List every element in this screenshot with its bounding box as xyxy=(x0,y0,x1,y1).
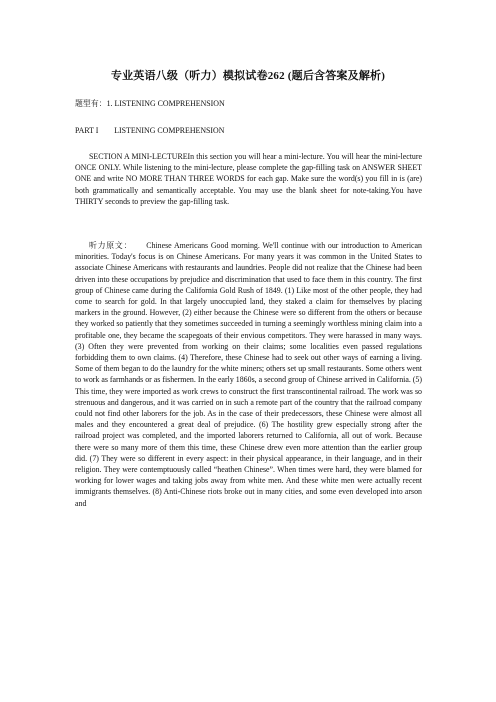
transcript-text: Chinese Americans Good morning. We'll continue with our introduction to American minorities. Today's focus is on Chinese Americans. For many years it was common in the United States to associate Chinese Americans with restaurants and laundries. People did not realize that the Chinese had been driven into these occupations by prejudice and discrimination that used to face them in this country. The first group of Chinese came during the California Gold Rush of 1849. (1) Like most of the other people, they had come to search for gold. In that largely unoccupied land, they staked a claim for themselves by placing markers in the ground. However, (2) either because the Chinese were so different from the others or because they worked so patiently that they sometimes succeeded in turning a seemingly worthless mining claim into a profitable one, they became the scapegoats of their envious competitors. They were harassed in many ways. (3) Often they were prevented from working on their claims; some localities even passed regulations forbidding them to own claims. (4) Therefore, these Chinese had to seek out other ways of earning a living. Some of them began to do the laundry for the white miners; others set up small restaurants. Some others went to work as farmhands or as fishermen. In the early 1860s, a second group of Chinese arrived in California. (5) This time, they were imported as work crews to construct the first transcontinental railroad. The work was so strenuous and dangerous, and it was carried on in such a remote part of the country that the railroad company could not find other laborers for the job. As in the case of their predecessors, these Chinese were almost all males and they encountered a great deal of prejudice. (6) The hostility grew especially strong after the railroad project was completed, and the imported laborers returned to California, all out of work. Because there were so many more of them this time, these Chinese drew even more attention than the earlier group did. (7) They were so different in every aspect: in their physical appearance, in their language, and in their religion. They were contemptuously called “heathen Chinese”. When times were hard, they were blamed for working for lower wages and taking jobs away from white men. And these white men were actually recent immigrants themselves. (8) Anti-Chinese riots broke out in many cities, and some even developed into arson and xyxy=(75,241,422,508)
question-type-line: 题型有：1. LISTENING COMPREHENSION xyxy=(75,99,225,108)
document-title: 专业英语八级（听力）模拟试卷262 (题后含答案及解析) xyxy=(110,70,386,82)
transcript-paragraph xyxy=(75,240,422,509)
part-heading: PART I LISTENING COMPREHENSION xyxy=(75,126,225,135)
transcript-label: 听力原文： xyxy=(89,241,133,250)
section-instructions: SECTION A MINI-LECTUREIn this section you will hear a mini-lecture. You will hear the mini-lecture ONCE ONLY. While listening to the mini-lecture, please complete the gap-filling task on ANSWER SHEET ONE and write NO MORE THAN THREE WORDS for each gap. Make sure the word(s) you fill in is (are) both grammatically and semantically acceptable. You may use the blank sheet for note-taking.You have THIRTY seconds to preview the gap-filling task. xyxy=(75,152,422,206)
